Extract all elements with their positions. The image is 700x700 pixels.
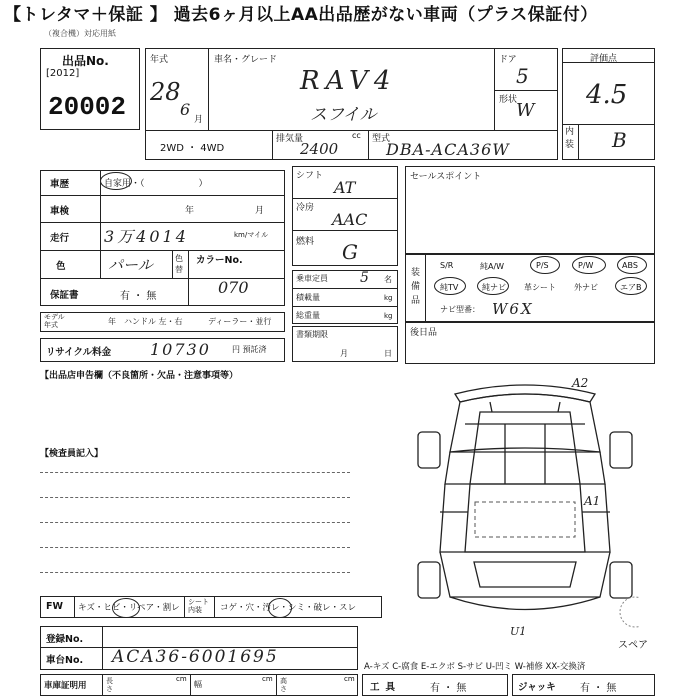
name-label: 車名・グレード (214, 55, 278, 65)
tools-label: 工具 (370, 682, 402, 693)
color-no-value: 070 (218, 278, 249, 297)
mileage-unit: km/マイル (234, 231, 269, 239)
inspector-header: 【検査員記入】 (40, 449, 104, 459)
warranty-label: 保証書 (50, 290, 79, 301)
arrival-label: 後日品 (410, 328, 438, 338)
fw-items: キズ・ヒビ・リペア・割レ (78, 603, 180, 613)
sales-label: セールスポイント (410, 172, 482, 182)
spare-label: スペア (618, 640, 648, 651)
mark-a2: A2 (572, 376, 589, 390)
subnote: （複合機）対応用紙 (44, 29, 116, 38)
shape-value: W (516, 100, 535, 121)
capacity-value: 5 (360, 270, 369, 286)
recycle-value: 10730 (150, 340, 211, 359)
model-year-label: モデル年式 (44, 313, 65, 329)
length-label: 長さ (106, 677, 113, 693)
month-suffix: 月 (194, 115, 204, 125)
cert-label: 車庫証明用 (44, 681, 87, 691)
height-label: 高さ (280, 677, 287, 693)
option-leather: 革シート (524, 283, 556, 292)
name-value: RAV4 (300, 66, 397, 96)
jack-label: ジャッキ (518, 682, 556, 693)
drive-options: 2WD ・ 4WD (160, 143, 225, 154)
dealer-label: ディーラー・並行 (208, 317, 272, 326)
color-no-label: カラーNo. (196, 255, 243, 266)
recycle-unit: 円 預託済 (232, 345, 267, 354)
chassis-value: ACA36-6001695 (112, 647, 279, 667)
grade-value: スフイル (310, 105, 377, 125)
navi-value: W6X (492, 300, 534, 318)
width-unit: cm (262, 675, 273, 683)
reg-label: 登録No. (46, 634, 84, 645)
lot-number: 20002 (48, 92, 127, 122)
history-label: 車歴 (50, 179, 70, 190)
shift-value: AT (334, 178, 356, 197)
option-ps: P/S (536, 261, 549, 270)
weight-label: 総重量 (296, 311, 320, 320)
ac-label: 冷房 (296, 203, 315, 213)
load-unit: kg (384, 294, 393, 302)
weight-unit: kg (384, 312, 393, 320)
displacement-value: 2400 (300, 140, 339, 158)
door-value: 5 (516, 64, 529, 88)
inspection-month: 月 (255, 206, 265, 216)
fuel-value: G (342, 240, 358, 264)
length-unit: cm (176, 675, 187, 683)
year-label: 年式 (150, 55, 169, 65)
lot-year: [2012] (46, 68, 80, 79)
shape-label: 形状 (499, 95, 518, 105)
notes-header: 【出品店申告欄（不良箇所・欠品・注意事項等） (40, 371, 239, 381)
option-aw: 純A/W (480, 262, 505, 271)
interior-value: B (612, 128, 627, 152)
shift-label: シフト (296, 171, 324, 181)
option-pw: P/W (578, 261, 594, 270)
option-ext-navi: 外ナビ (574, 283, 598, 292)
option-navi: 純ナビ (482, 283, 506, 292)
doc-day: 日 (384, 349, 392, 358)
tools-value: 有 ・ 無 (430, 683, 467, 694)
color-label: 色 (56, 261, 66, 272)
model-label: 型式 (372, 134, 391, 144)
arrival-box (405, 322, 655, 364)
option-tv: 純TV (440, 283, 459, 292)
displacement-label: 排気量 (276, 134, 304, 144)
fuel-label: 燃料 (296, 237, 315, 247)
load-label: 積載量 (296, 293, 320, 302)
door-label: ドア (499, 55, 517, 65)
equip-label: 装備品 (411, 268, 421, 306)
displacement-unit: cc (352, 131, 361, 140)
capacity-label: 乗車定員 (296, 274, 328, 283)
jack-value: 有 ・ 無 (580, 683, 617, 694)
warranty-value: 有 ・ 無 (120, 291, 157, 302)
interior-label: 内装 (565, 127, 575, 150)
lot-label: 出品No. (62, 54, 109, 68)
mileage-label: 走行 (50, 233, 70, 244)
mark-u1: U1 (510, 625, 527, 638)
year-value: 28 (150, 78, 181, 106)
doc-label: 書類期限 (296, 330, 328, 339)
month-value: 6 (180, 100, 191, 119)
chassis-label: 車台No. (46, 655, 84, 666)
mark-a1: A1 (584, 494, 601, 508)
option-sr: S/R (440, 261, 454, 270)
history-value: 自家用・（ ） (104, 179, 208, 189)
damage-legend: A-キズ C-腐食 E-エクボ S-サビ U-凹ミ W-補修 XX-交換済 (364, 662, 586, 672)
mileage-value: 3万4014 (104, 227, 189, 246)
model-value: DBA-ACA36W (386, 140, 510, 159)
color-change: 色替 (175, 254, 183, 274)
capacity-unit: 名 (384, 275, 392, 284)
seat-label: シート内装 (188, 598, 209, 614)
color-value: パール (108, 256, 153, 274)
score-label: 評価点 (590, 54, 618, 64)
width-label: 幅 (194, 680, 202, 689)
model-year-unit: 年 (108, 317, 116, 326)
car-damage-diagram (410, 372, 640, 642)
score-value: 4.5 (586, 80, 628, 110)
recycle-label: リサイクル料金 (46, 347, 112, 358)
handle-label: ハンドル 左・右 (124, 317, 183, 326)
seat-items: コゲ・穴・汚レ・シミ・破レ・スレ (220, 603, 357, 613)
option-airbag: エアB (620, 283, 642, 292)
option-abs: ABS (622, 261, 638, 270)
banner-title: 【トレタマ＋保証 】 過去6ヶ月以上AA出品歴がない車両（プラス保証付） (4, 5, 598, 25)
doc-month: 月 (340, 349, 348, 358)
height-unit: cm (344, 675, 355, 683)
fw-label: FW (46, 601, 63, 612)
inspection-year: 年 (185, 206, 195, 216)
navi-label: ナビ型番： (440, 305, 480, 314)
ac-value: AAC (332, 210, 368, 229)
inspection-label: 車検 (50, 206, 70, 217)
